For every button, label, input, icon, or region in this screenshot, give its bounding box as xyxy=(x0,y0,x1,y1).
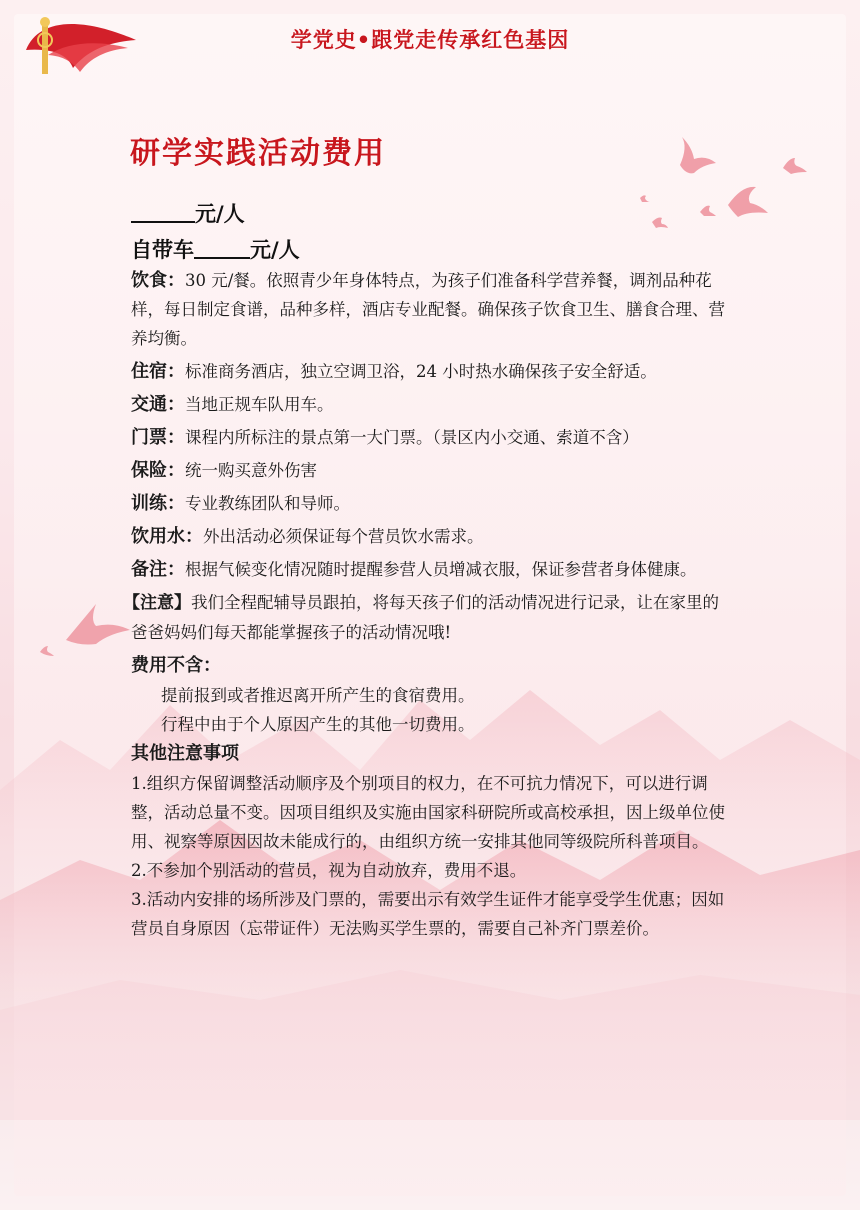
document-body xyxy=(123,266,733,943)
other-note-item: 3.活动内安排的场所涉及门票的，需要出示有效学生证件才能享受学生优惠；因如营员自身原因（忘带证件）无法购买学生票的，需要自己补齐门票差价。 xyxy=(131,890,725,938)
header-title: 学党史•跟党走传承红色基因 xyxy=(290,28,570,52)
fee-item-text: 统一购买意外伤害 xyxy=(185,461,317,480)
document-title: 研学实践活动费用 xyxy=(130,136,386,171)
notice-paragraph xyxy=(123,588,733,647)
fee-item-training xyxy=(131,489,733,518)
price-line-own-car xyxy=(131,234,300,264)
price-blank xyxy=(194,237,250,259)
other-note-item: 2.不参加个别活动的营员，视为自动放弃，费用不退。 xyxy=(131,861,527,880)
price-line-prefix: 自带车 xyxy=(131,238,194,262)
fee-item-remarks xyxy=(131,555,733,584)
price-line-suffix: 元/人 xyxy=(250,238,300,262)
fee-item-tickets xyxy=(131,423,733,452)
fee-item-meals xyxy=(131,266,733,353)
price-blank xyxy=(131,201,195,223)
fee-item-text: 根据气候变化情况随时提醒参营人员增减衣服，保证参营者身体健康。 xyxy=(185,560,697,579)
fee-item-label: 门票： xyxy=(131,427,185,448)
fee-item-text: 30 元/餐。依照青少年身体特点，为孩子们准备科学营养餐，调剂品种花样，每日制定食谱，品种多样，酒店专业配餐。确保孩子饮食卫生、膳食合理、营养均衡。 xyxy=(131,271,725,348)
notice-text: 我们全程配辅导员跟拍，将每天孩子们的活动情况进行记录，让在家里的爸爸妈妈们每天都能掌握孩子的活动情况哦! xyxy=(131,593,719,642)
excluded-item: 提前报到或者推迟离开所产生的食宿费用。 xyxy=(161,686,475,705)
fee-item-label: 饮食： xyxy=(131,270,185,291)
fee-item-text: 当地正规车队用车。 xyxy=(185,395,334,414)
other-note-item: 1.组织方保留调整活动顺序及个别项目的权力，在不可抗力情况下，可以进行调整，活动总量不变。因项目组织及实施由国家科研院所或高校承担，因上级单位使用、视察等原因因故未能成行的，由组织方统一安排其他同等级院所科普项目。 xyxy=(131,774,725,851)
fee-item-insurance xyxy=(131,456,733,485)
fee-item-text: 外出活动必须保证每个营员饮水需求。 xyxy=(203,527,484,546)
other-notes-heading: 其他注意事项 xyxy=(131,743,239,764)
fee-item-water xyxy=(131,522,733,551)
price-line-standard xyxy=(131,198,245,228)
excluded-item: 行程中由于个人原因产生的其他一切费用。 xyxy=(161,715,475,734)
fee-item-label: 住宿： xyxy=(131,361,185,382)
fee-item-text: 标准商务酒店，独立空调卫浴，24 小时热水确保孩子安全舒适。 xyxy=(185,362,657,381)
notice-label: 【注意】 xyxy=(123,593,191,613)
flying-dove-icon xyxy=(640,137,807,228)
excluded-heading: 费用不含： xyxy=(131,655,221,676)
fee-item-label: 训练： xyxy=(131,493,185,514)
flying-dove-icon xyxy=(40,604,130,656)
fee-item-text: 课程内所标注的景点第一大门票。（景区内小交通、索道不含） xyxy=(185,428,639,447)
price-line-suffix: 元/人 xyxy=(195,202,245,226)
fee-item-text: 专业教练团队和导师。 xyxy=(185,494,350,513)
fee-item-label: 饮用水： xyxy=(131,526,203,547)
fee-item-label: 保险： xyxy=(131,460,185,481)
fee-item-transport xyxy=(131,390,733,419)
fee-item-lodging xyxy=(131,357,733,386)
fee-item-label: 交通： xyxy=(131,394,185,415)
fee-item-label: 备注： xyxy=(131,559,185,580)
